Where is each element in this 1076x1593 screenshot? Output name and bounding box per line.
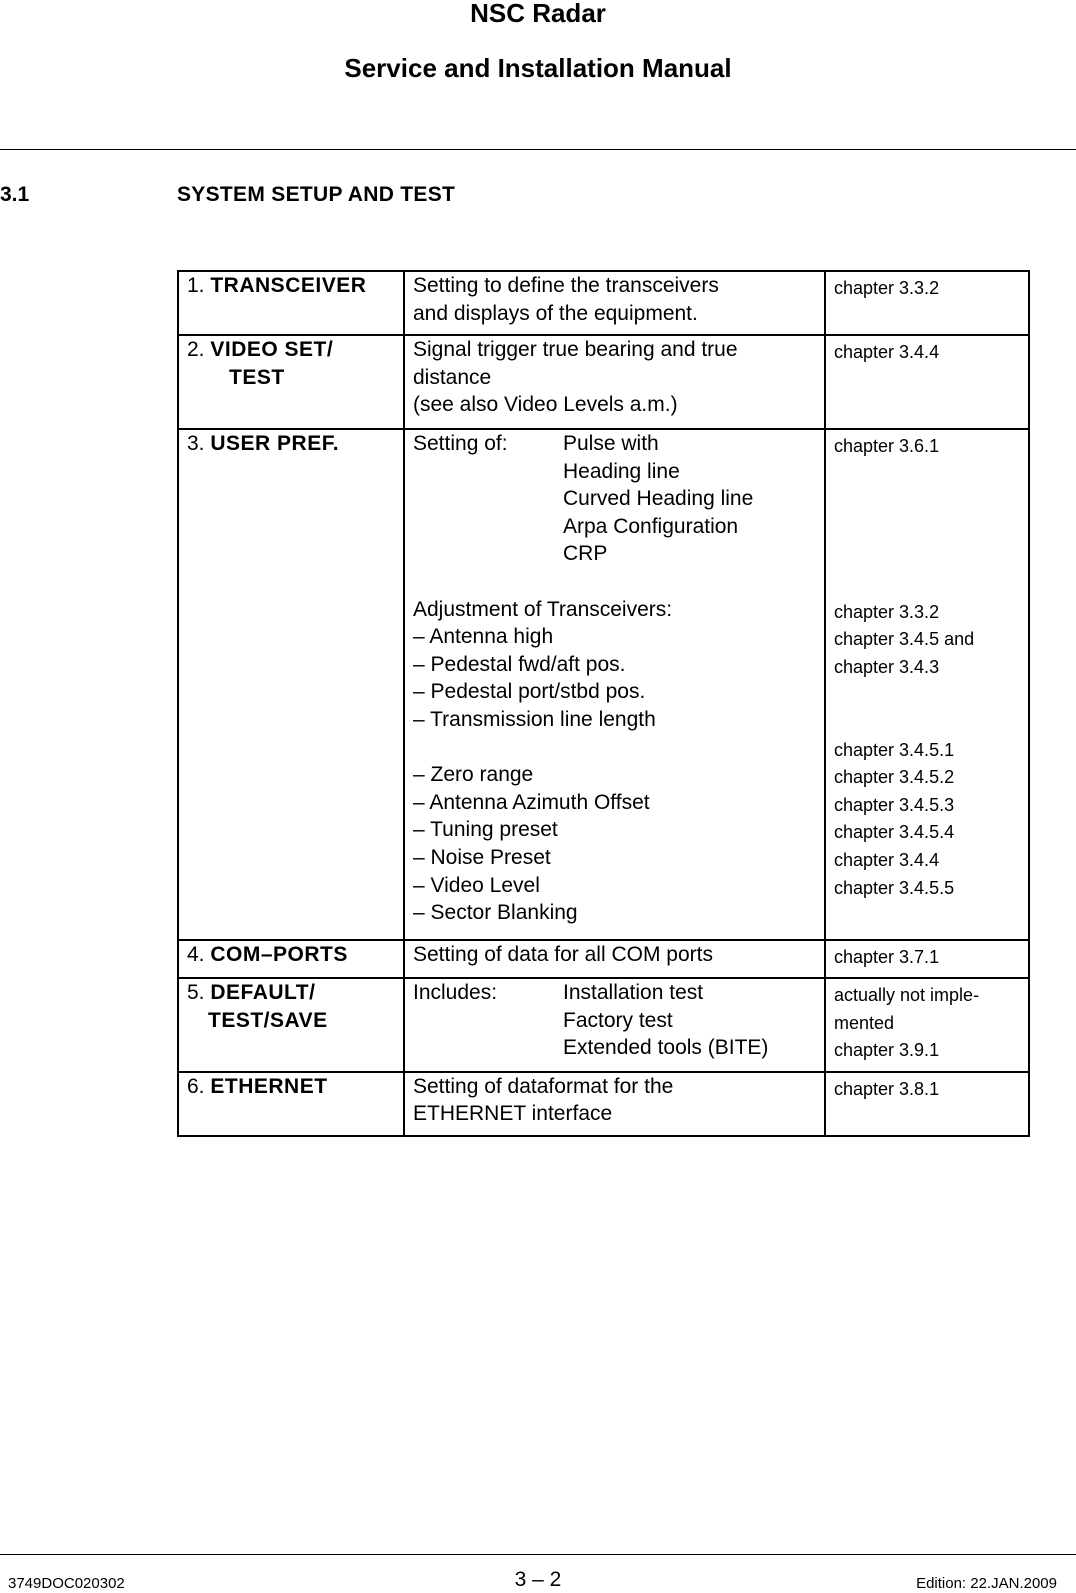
chapter-ref: chapter 3.4.5.5: [834, 877, 955, 898]
item-number: 1.: [187, 274, 205, 297]
setting-item: Installation test: [563, 981, 704, 1004]
description-line: Setting to define the transceivers: [413, 274, 719, 297]
item-name: DEFAULT/: [210, 981, 316, 1004]
chapter-ref: chapter 3.3.2: [834, 278, 940, 298]
adjustment-item: – Pedestal fwd/aft pos.: [413, 652, 626, 676]
adjustment-item: – Pedestal port/stbd pos.: [413, 680, 646, 704]
item-name: USER PREF.: [210, 432, 340, 455]
menu-item-cell: [178, 978, 404, 1072]
description-cell: [404, 335, 825, 429]
setting-item: Arpa Configuration: [563, 514, 739, 538]
setup-table: [177, 270, 1030, 1137]
footer-divider: [0, 1554, 1076, 1555]
description-line: and displays of the equipment.: [413, 301, 698, 325]
description-line: ETHERNET interface: [413, 1102, 613, 1126]
item-number: 5.: [187, 981, 205, 1004]
description-cell: [404, 1072, 825, 1136]
description-line: distance: [413, 365, 492, 389]
chapter-ref: chapter 3.3.2: [834, 601, 940, 622]
chapter-ref: actually not imple-: [834, 985, 980, 1005]
menu-item-cell: [178, 1072, 404, 1136]
item-number: 3.: [187, 432, 205, 455]
table-row: [178, 1072, 1029, 1136]
page-number: 3 – 2: [514, 1568, 562, 1591]
chapter-ref: chapter 3.7.1: [834, 947, 940, 967]
chapter-ref: chapter 3.9.1: [834, 1040, 940, 1061]
adjustment-item: – Antenna Azimuth Offset: [413, 790, 650, 814]
setting-label: Includes:: [413, 981, 498, 1004]
menu-item-cell: [178, 271, 404, 335]
table-row: [178, 271, 1029, 335]
description-cell: [404, 978, 825, 1072]
item-number: 2.: [187, 338, 205, 361]
setting-item: Factory test: [563, 1008, 673, 1032]
adjustment-item: – Sector Blanking: [413, 901, 578, 925]
reference-cell: [825, 1072, 1029, 1136]
header-divider: [0, 149, 1076, 150]
chapter-ref: chapter 3.4.4: [834, 342, 940, 362]
chapter-ref: chapter 3.6.1: [834, 436, 940, 456]
setting-item: Curved Heading line: [563, 487, 754, 511]
chapter-ref: chapter 3.4.5.1: [834, 739, 955, 760]
chapter-ref: chapter 3.4.5 and: [834, 629, 975, 650]
adjustment-item: – Noise Preset: [413, 845, 551, 869]
section-title: SYSTEM SETUP AND TEST: [177, 183, 456, 206]
menu-item-cell: [178, 940, 404, 978]
chapter-ref: chapter 3.8.1: [834, 1078, 940, 1099]
chapter-ref: chapter 3.4.5.2: [834, 767, 955, 788]
adjustment-item: – Antenna high: [413, 625, 554, 649]
chapter-ref: chapter 3.4.5.4: [834, 822, 955, 843]
setting-label: Setting of:: [413, 432, 508, 455]
adjustment-item: – Tuning preset: [413, 818, 558, 842]
item-name: TRANSCEIVER: [210, 274, 367, 297]
reference-cell: [825, 335, 1029, 429]
description-cell: [404, 271, 825, 335]
description-line: (see also Video Levels a.m.): [413, 393, 678, 417]
section-number: 3.1: [0, 183, 30, 206]
document-subtitle: Service and Installation Manual: [344, 53, 732, 83]
setting-item: Extended tools (BITE): [563, 1036, 769, 1060]
adjustment-item: – Video Level: [413, 873, 540, 897]
table-row: [178, 978, 1029, 1072]
document-title: NSC Radar: [470, 0, 606, 28]
chapter-ref: mented: [834, 1012, 895, 1033]
item-name-continued: TEST/SAVE: [208, 1008, 328, 1032]
item-number: 4.: [187, 943, 205, 966]
setting-item: CRP: [563, 542, 608, 566]
edition-date: Edition: 22.JAN.2009: [916, 1575, 1057, 1592]
description-cell: [404, 429, 825, 940]
reference-cell: [825, 940, 1029, 978]
table-row: [178, 429, 1029, 940]
adjustment-item: – Transmission line length: [413, 707, 656, 731]
description-line: Signal trigger true bearing and true: [413, 338, 738, 361]
description-cell: [404, 940, 825, 978]
menu-item-cell: [178, 335, 404, 429]
chapter-ref: chapter 3.4.4: [834, 849, 940, 870]
table-row: [178, 335, 1029, 429]
adjustment-title: Adjustment of Transceivers:: [413, 597, 673, 621]
item-number: 6.: [187, 1074, 205, 1098]
description-line: Setting of dataformat for the: [413, 1074, 674, 1098]
chapter-ref: chapter 3.4.3: [834, 656, 940, 677]
setting-item: Heading line: [563, 459, 680, 483]
item-name: ETHERNET: [210, 1074, 328, 1098]
item-name-continued: TEST: [229, 365, 285, 389]
description-line: Setting of data for all COM ports: [413, 943, 713, 966]
item-name: COM–PORTS: [210, 943, 348, 966]
table-row: [178, 940, 1029, 978]
reference-cell: [825, 271, 1029, 335]
setting-item: Pulse with: [563, 432, 659, 455]
reference-cell: [825, 429, 1029, 940]
document-id: 3749DOC020302: [8, 1575, 125, 1592]
reference-cell: [825, 978, 1029, 1072]
adjustment-item: – Zero range: [413, 763, 534, 787]
menu-item-cell: [178, 429, 404, 940]
item-name: VIDEO SET/: [210, 338, 334, 361]
chapter-ref: chapter 3.4.5.3: [834, 794, 955, 815]
